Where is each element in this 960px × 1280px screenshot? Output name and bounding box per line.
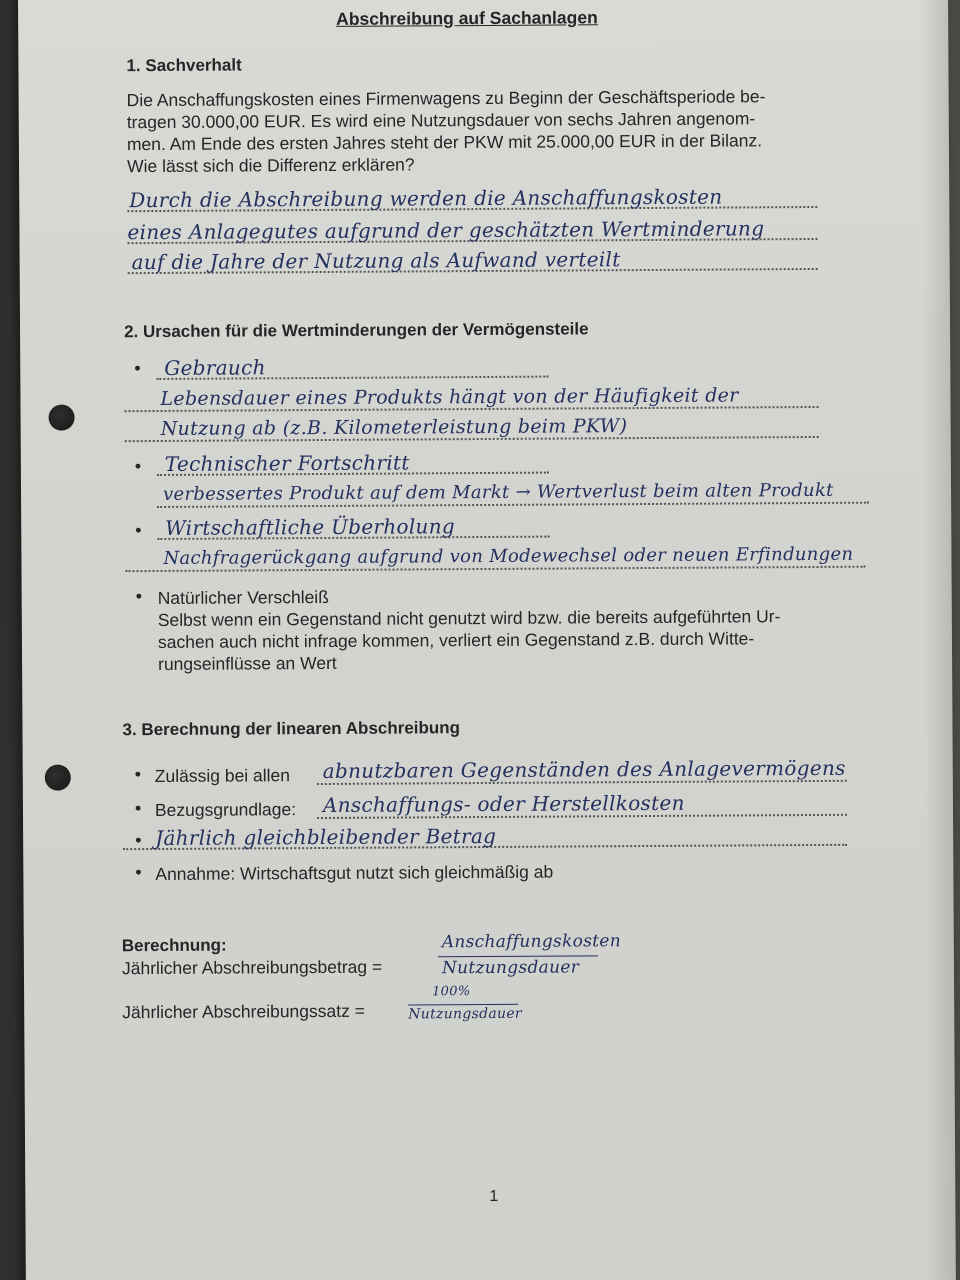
worksheet-page: Abschreibung auf Sachanlagen 1. Sachverhalt Die Anschaffungskosten eines Firmenwagens zu Beginn der Geschäftsperiode be- tragen 30.000,00 EUR. Es wird eine Nutzungsdauer von sechs Jahren angenom- men. Am Ende des ersten Jahres steht der PKW mit 25.000,00 EUR in der Bilanz. Wie lässt sich die Differenz erklären? Durch die Abschreibung werden die Anschaffungskosten eines Anlagegutes aufgrund der geschätzten Wertminderung auf die Jahre der Nutzung als Aufwand verteilt 2. Ursachen für die Wertminderungen der Vermögensteile • Gebrauch Lebensdauer eines Produkts hängt von der Häufigkeit der Nutzung ab (z.B. Kilometerleistung beim PKW) • Technischer Fortschritt verbessertes Produkt auf dem Markt → Wertverlust beim alten Produkt • Wirtschaftliche Überholung Nachfragerückgang aufgrund von Modewechsel oder neuen Erfindungen • Natürlicher Verschleiß Selbst wenn ein Gegenstand nicht genutzt wird bzw. die bereits aufgeführten Ur- sachen auch nicht infrage kommen, verliert ein Gegenstand z.B. durch Witte- rungseinflüsse an Wert 3. Berechnung der linearen Abschreibung • Zulässig bei allen abnutzbaren Gegenständen des Anlagevermögens • Bezugsgrundlage: Anschaffungs- oder Herstellkosten • Jährlich gleichbleibender Betrag • Annahme: Wirtschaftsgut nutzt sich gleichmäßig ab Berechnung: Jährlicher Abschreibungsbetrag = Anschaffungskosten Nutzungsdauer Jährlicher Abschreibungssatz = 100% Nutzungsdauer 1 — [18, 0, 956, 1280]
calc-satz-label: Jährlicher Abschreibungssatz = — [122, 1000, 365, 1023]
cause-3-detail-1: Nachfragerückgang aufgrund von Modewechsel oder neuen Erfindungen — [163, 543, 854, 569]
cause-3-label: Wirtschaftliche Überholung — [165, 514, 456, 540]
punch-hole-upper — [49, 405, 75, 431]
section1-line-3: men. Am Ende des ersten Jahres steht der PKW mit 25.000,00 EUR in der Bilanz. — [126, 130, 763, 155]
section1-answer-2: eines Anlagegutes aufgrund der geschätzten Wertminderung — [127, 216, 765, 245]
cause-2-detail-1: verbessertes Produkt auf dem Markt → Wertverlust beim alten Produkt — [162, 479, 834, 505]
calc-betrag-numerator: Anschaffungskosten — [441, 931, 622, 953]
cause-4-label: Natürlicher Verschleiß — [157, 586, 329, 608]
cause-1-detail-2: Nutzung ab (z.B. Kilometerleistung beim PKW) — [160, 415, 628, 440]
section1-answer-3: auf die Jahre der Nutzung als Aufwand verteilt — [131, 247, 621, 275]
calc-satz-numerator: 100% — [432, 984, 471, 1000]
calc-heading: Berechnung: — [121, 935, 227, 956]
page-edge-shadow — [920, 0, 956, 1280]
bullet2-prefix: Bezugsgrundlage: — [154, 799, 297, 821]
calc-betrag-label: Jährlicher Abschreibungsbetrag = — [121, 956, 383, 979]
section1-heading: 1. Sachverhalt — [126, 55, 242, 76]
section1-answer-1: Durch die Abschreibung werden die Anschaffungskosten — [129, 184, 723, 213]
page-title: Abschreibung auf Sachanlagen — [336, 7, 598, 29]
cause-4-line-3: rungseinflüsse an Wert — [158, 652, 337, 674]
cause-2-label: Technischer Fortschritt — [164, 450, 410, 476]
cause-4-line-2: sachen auch nicht infrage kommen, verliert ein Gegenstand z.B. durch Witte- — [157, 628, 755, 652]
section1-line-2: tragen 30.000,00 EUR. Es wird eine Nutzungsdauer von sechs Jahren angenom- — [126, 108, 756, 133]
bullet2-answer: Anschaffungs- oder Herstellkosten — [322, 790, 685, 817]
calc-betrag-denominator: Nutzungsdauer — [441, 957, 580, 979]
bullet4-text: Annahme: Wirtschaftsgut nutzt sich gleichmäßig ab — [155, 861, 554, 885]
page-number: 1 — [489, 1187, 499, 1205]
section2-heading: 2. Ursachen für die Wertminderungen der Vermögensteile — [123, 319, 589, 342]
bullet1-prefix: Zulässig bei allen — [154, 765, 291, 787]
section1-line-4: Wie lässt sich die Differenz erklären? — [126, 154, 415, 177]
bullet3-answer: Jährlich gleichbleibender Betrag — [155, 823, 497, 851]
cause-1-detail-1: Lebensdauer eines Produkts hängt von der Häufigkeit der — [160, 384, 739, 410]
section3-heading: 3. Berechnung der linearen Abschreibung — [122, 718, 461, 740]
cause-4-line-1: Selbst wenn ein Gegenstand nicht genutzt wird bzw. die bereits aufgeführten Ur- — [157, 606, 781, 630]
bullet1-answer: abnutzbaren Gegenständen des Anlagevermögens — [322, 755, 846, 783]
calc-satz-denominator: Nutzungsdauer — [408, 1005, 522, 1023]
section1-line-1: Die Anschaffungskosten eines Firmenwagens zu Beginn der Geschäftsperiode be- — [126, 86, 766, 111]
cause-1-label: Gebrauch — [164, 355, 266, 380]
punch-hole-lower — [45, 765, 71, 791]
